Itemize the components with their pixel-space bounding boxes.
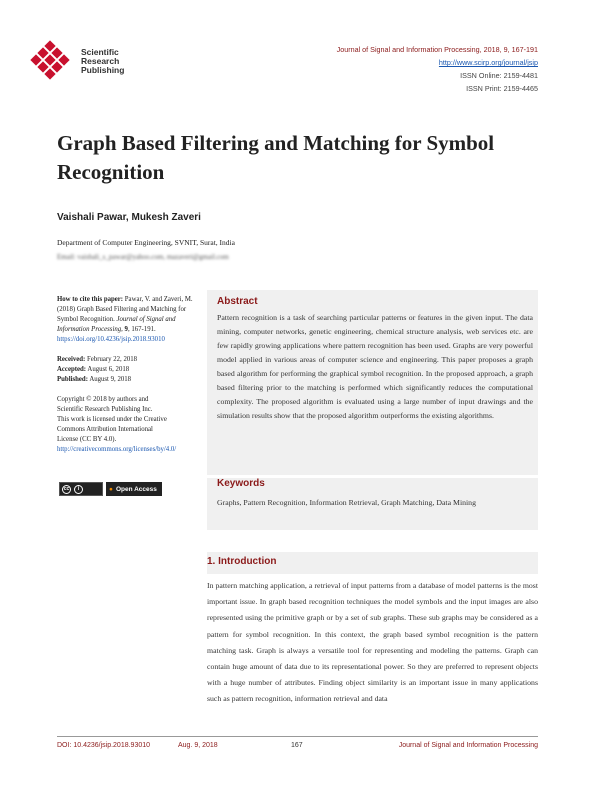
intro-text: In pattern matching application, a retrieval of input patterns from a database of model patterns is the most important issue. In graph based recognition techniques the model symbols and the input images are also represented using the primitive graph or by a set of sub graphs. These sub graphs may be considered as a pattern for symbol recognition. In this context, the graph based symbol recognition is the pattern matching task. Graph is always a versatile tool for representing and modeling the patterns. Graph can contain huge amount of data due to its representational power. So they are preferred to represent objects with a huge number of attributes. Finding object similarity is an important issue in many applications such as pattern recognition, information retrieval and data [207,581,538,704]
keywords-heading: Keywords [217,478,265,489]
intro-heading: 1. Introduction [207,556,277,567]
copyright-line: Commons Attribution International [57,426,153,433]
page-number: 167 [291,742,303,749]
footer-doi: DOI: 10.4236/jsip.2018.93010 [57,742,151,749]
received-date: February 22, 2018 [87,356,138,363]
cite-text: Pawar, V. and Zaveri, M. (2018) Graph Based Filtering and Matching for Symbol Recognition. [57,296,193,323]
copyright-block [57,395,203,455]
journal-url-link[interactable]: http://www.scirp.org/journal/jsip [438,58,538,67]
publisher-name [81,48,124,75]
email: Email: vaishali_s_pawar@yahoo.com, mazaveri@gmail.com [57,253,229,261]
open-access-label: Open Access [115,485,157,493]
keywords-box [207,478,538,530]
affiliation: Department of Computer Engineering, SVNIT, Surat, India [57,238,235,247]
abstract-box [207,290,538,475]
unlock-icon: ● [109,485,113,493]
cc-by-badge[interactable] [59,482,103,496]
license-badges [59,482,162,496]
dates-block [57,355,203,385]
publisher-line: Scientific [81,47,119,57]
issn-print: ISSN Print: 2159-4465 [466,84,538,93]
cite-label: How to cite this paper: [57,296,124,303]
intro-heading-bar [207,552,538,574]
accepted-date: August 6, 2018 [87,366,130,373]
footer-date: Aug. 9, 2018 [178,742,218,749]
received-label: Received: [57,356,86,363]
cite-volume: 9 [124,326,128,333]
journal-header [337,43,538,95]
cc-icon: cc [63,485,70,492]
paper-title [57,129,557,187]
issn-online: ISSN Online: 2159-4481 [460,71,538,80]
abstract-heading: Abstract [217,296,258,307]
abstract-text: Pattern recognition is a task of searching particular patterns or features in the given input. The data mining, computer networks, genetic engineering, chemical structure analysis, web services etc. are few rapidly growing applications where pattern recognition has been used. Graphs are very powerful model applied in various areas of computer science and engineering. This paper proposes a graph based algorithm for performing the graphical symbol recognition. In the proposed approach, a graph based filtering prior to the matching is performed which significantly reduces the computational complexity. The proposed algorithm is evaluated using a large number of input drawings and the simulation results show that the proposed algorithm outperforms the existing algorithms. [217,313,533,420]
copyright-line: Scientific Research Publishing Inc. [57,406,153,413]
license-link[interactable]: http://creativecommons.org/licenses/by/4.0/ [57,446,177,453]
copyright-line: Copyright © 2018 by authors and [57,396,149,403]
article-info [57,295,203,463]
cite-pages: , 167-191. [127,326,156,333]
journal-citation: Journal of Signal and Information Processing, 2018, 9, 167-191 [336,45,538,54]
copyright-line: This work is licensed under the Creative [57,416,167,423]
title-line: Recognition [57,160,165,184]
title-line: Graph Based Filtering and Matching for Symbol [57,131,495,155]
copyright-line: License (CC BY 4.0). [57,436,117,443]
accepted-label: Accepted: [57,366,87,373]
keywords-text: Graphs, Pattern Recognition, Information Retrieval, Graph Matching, Data Mining [217,498,476,507]
authors: Vaishali Pawar, Mukesh Zaveri [57,212,201,223]
publisher-logo [30,40,74,84]
publisher-line: Research [81,56,120,66]
person-icon: i [74,485,83,494]
doi-link[interactable]: https://doi.org/10.4236/jsip.2018.93010 [57,336,165,343]
published-date: August 9, 2018 [89,376,132,383]
publisher-line: Publishing [81,65,125,75]
published-label: Published: [57,376,88,383]
cite-journal: Journal of Signal and Information Processing, [57,316,176,333]
open-access-badge[interactable] [106,482,162,496]
footer-divider [57,736,538,737]
footer-journal: Journal of Signal and Information Processing [398,742,538,749]
citation-block [57,295,203,345]
